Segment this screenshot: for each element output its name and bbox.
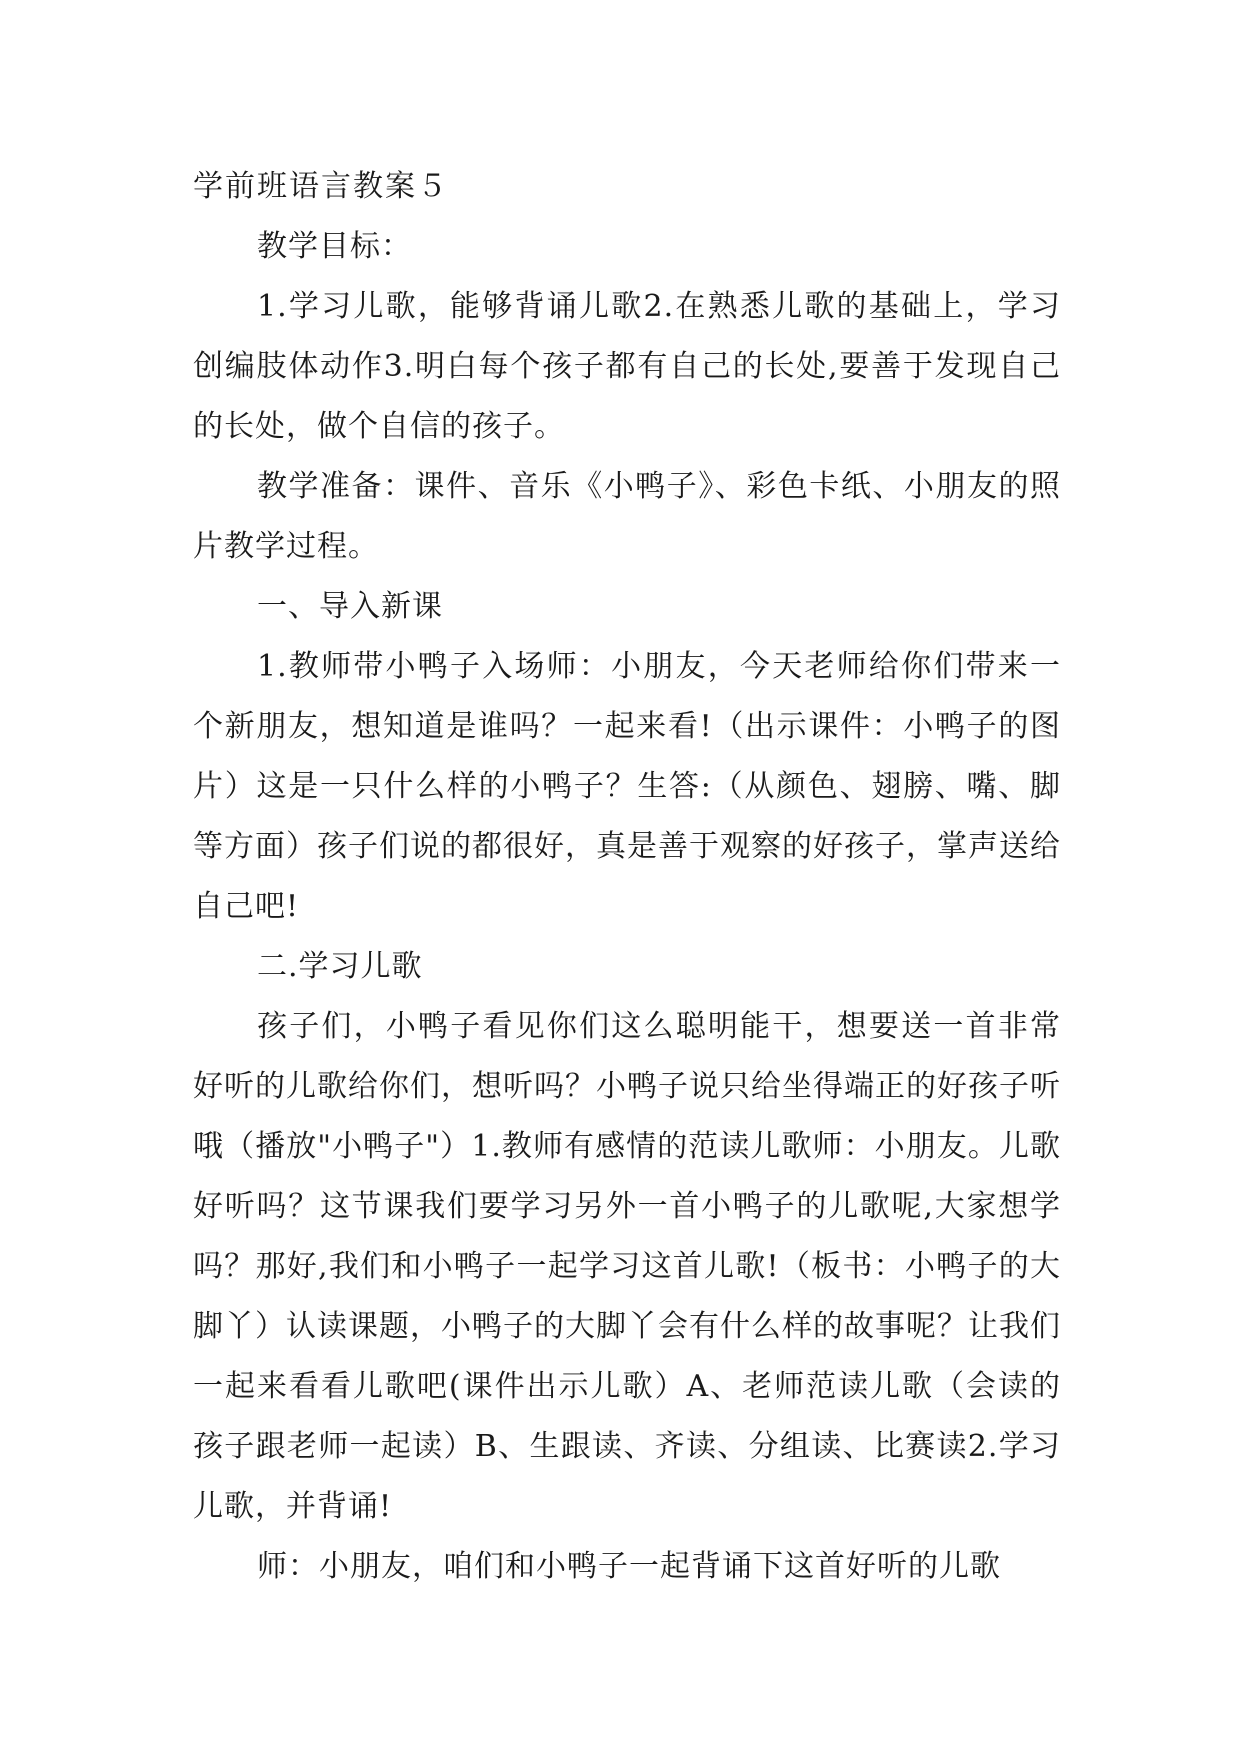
- paragraph-intro-content: 1.教师带小鸭子入场师：小朋友，今天老师给你们带来一个新朋友，想知道是谁吗？一起来看!（出示课件：小鸭子的图片）这是一只什么样的小鸭子？生答:（从颜色、翅膀、嘴、脚等方面）孩子们说的都很好，真是善于观察的好孩子，掌声送给自己吧!: [193, 649, 1061, 924]
- document-title: 学前班语言教案５: [193, 169, 449, 204]
- paragraph-learn-song-content: 孩子们，小鸭子看见你们这么聪明能干，想要送一首非常好听的儿歌给你们，想听吗？小鸭子说只给坐得端正的好孩子听哦（播放"小鸭子"）1.教师有感情的范读儿歌师：小朋友。儿歌好听吗？这节课我们要学习另外一首小鸭子的儿歌呢,大家想学吗？那好,我们和小鸭子一起学习这首儿歌!（板书：小鸭子的大脚丫）认读课题，小鸭子的大脚丫会有什么样的故事呢？让我们一起来看看儿歌吧(课件出示儿歌）A、老师范读儿歌（会读的孩子跟老师一起读）B、生跟读、齐读、分组读、比赛读2.学习儿歌，并背诵!: [193, 1009, 1061, 1524]
- paragraph-teaching-goals: 1.学习儿歌，能够背诵儿歌2.在熟悉儿歌的基础上，学习创编肢体动作3.明白每个孩子都有自己的长处,要善于发现自己的长处，做个自信的孩子。: [193, 289, 1061, 444]
- paragraph-recite-together: 师：小朋友，咱们和小鸭子一起背诵下这首好听的儿歌: [257, 1549, 1001, 1584]
- paragraph-teaching-goals-heading: 教学目标：: [257, 229, 412, 264]
- section-heading-intro: 一、导入新课: [257, 589, 443, 624]
- section-heading-learn-song: 二.学习儿歌: [257, 949, 423, 984]
- paragraph-teaching-preparation: 教学准备：课件、音乐《小鸭子》、彩色卡纸、小朋友的照片教学过程。: [193, 469, 1061, 564]
- document-body: [193, 157, 1061, 1597]
